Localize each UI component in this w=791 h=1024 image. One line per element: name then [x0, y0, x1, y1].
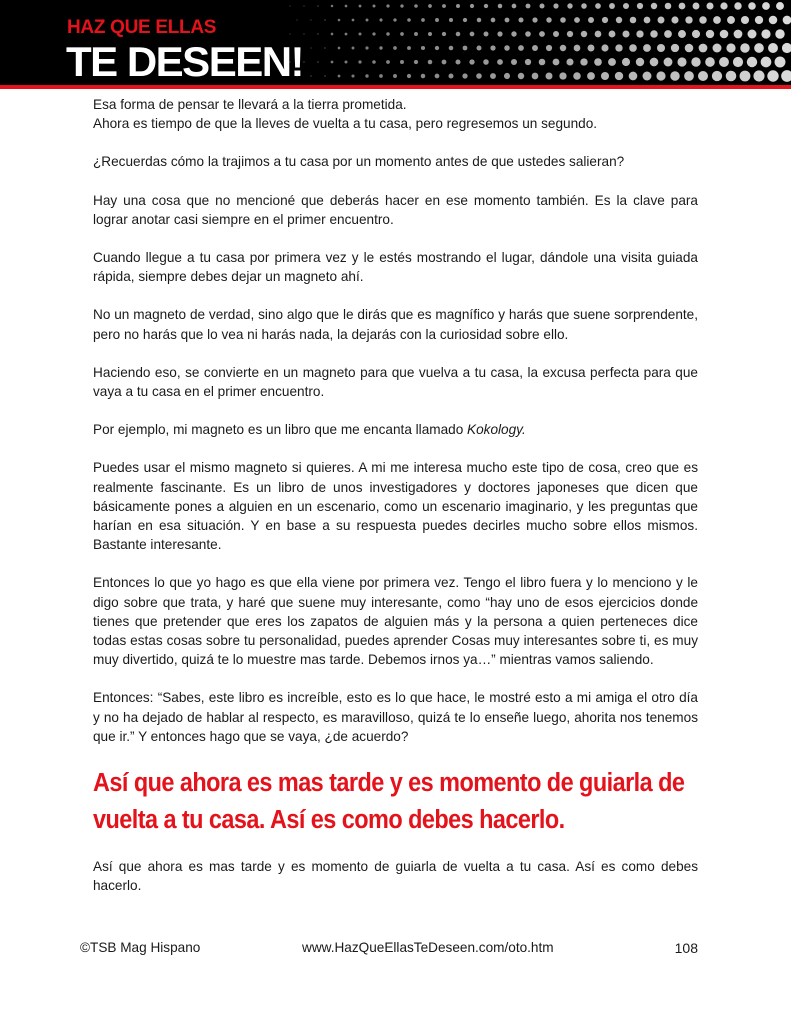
- halftone-dot: [498, 4, 503, 9]
- page-footer: [80, 940, 698, 960]
- halftone-dot: [352, 47, 355, 50]
- halftone-dot: [747, 29, 756, 38]
- paragraph-8: Puedes usar el mismo magneto si quieres. A mi me interesa mucho este tipo de cosa, creo que es realmente fascinante. Es un libro de unos investigadores y doctores japoneses que dicen que básicamente pones a alguien en un escenario, como un escenario imaginario, y les preguntas que harían en esa situación. Y en base a su respuesta puedes decirles mucho sobre ellos mismos. Bastante interesante.: [93, 460, 698, 553]
- halftone-dot: [594, 58, 602, 66]
- halftone-dot: [615, 44, 622, 51]
- halftone-dot: [400, 4, 403, 7]
- halftone-dot: [616, 17, 622, 23]
- halftone-dot: [650, 58, 659, 67]
- section-heading: Así que ahora es mas tarde y es momento de guiarla de vuelta a tu casa. Así es como debes hacerlo.: [93, 769, 685, 835]
- halftone-dot: [303, 61, 304, 62]
- halftone-dot: [435, 18, 439, 22]
- halftone-dot: [455, 59, 460, 64]
- halftone-dot: [297, 20, 298, 21]
- halftone-dot: [386, 32, 389, 35]
- halftone-dot: [747, 57, 757, 67]
- halftone-dot: [518, 45, 524, 51]
- halftone-dot: [400, 32, 404, 36]
- paragraph-2: ¿Recuerdas cómo la trajimos a tu casa por un momento antes de que ustedes salieran?: [93, 154, 625, 170]
- halftone-dot: [595, 31, 602, 38]
- halftone-dot: [581, 31, 587, 37]
- halftone-dot: [560, 17, 566, 23]
- halftone-dot: [566, 58, 573, 65]
- halftone-dot: [414, 4, 418, 8]
- footer-url: www.HazQueEllasTeDeseen.com/oto.htm: [302, 940, 554, 955]
- halftone-dot: [719, 57, 729, 67]
- halftone-dot: [650, 30, 658, 38]
- halftone-dot: [580, 58, 587, 65]
- halftone-dot: [622, 30, 629, 37]
- halftone-dot: [567, 3, 572, 8]
- halftone-dot: [393, 18, 396, 21]
- page-body: [93, 95, 698, 914]
- halftone-dot: [324, 19, 325, 20]
- halftone-dot: [331, 5, 334, 8]
- halftone-dot: [442, 60, 447, 65]
- halftone-dot: [601, 72, 609, 80]
- halftone-dot: [421, 74, 425, 78]
- halftone-dot: [421, 18, 425, 22]
- halftone-dot: [532, 45, 538, 51]
- halftone-dot: [754, 43, 764, 53]
- halftone-dot: [483, 59, 489, 65]
- halftone-dot: [372, 32, 375, 35]
- paragraph-7: [93, 420, 698, 439]
- halftone-dot: [740, 71, 751, 82]
- halftone-dot: [546, 45, 552, 51]
- halftone-dot: [644, 17, 651, 24]
- halftone-dot: [712, 43, 721, 52]
- halftone-dot: [601, 44, 608, 51]
- halftone-dot: [365, 74, 368, 77]
- halftone-dot: [560, 45, 566, 51]
- halftone-dot: [574, 45, 581, 52]
- halftone-dot: [630, 17, 637, 24]
- halftone-dot: [359, 5, 362, 8]
- halftone-dot: [734, 30, 743, 39]
- halftone-dot: [539, 31, 545, 37]
- halftone-dot: [407, 74, 411, 78]
- halftone-dot: [727, 16, 735, 24]
- halftone-dot: [470, 32, 475, 37]
- halftone-dot: [469, 59, 474, 64]
- paragraph-6: Haciendo eso, se convierte en un magneto para que vuelva a tu casa, la excusa perfecta para que vaya a tu casa en el primer encuentro.: [93, 364, 698, 400]
- halftone-dot: [526, 4, 531, 9]
- halftone-dot: [664, 58, 673, 67]
- book-title: Kokology.: [467, 422, 526, 438]
- halftone-dot: [366, 19, 369, 22]
- halftone-dot: [706, 30, 714, 38]
- halftone-dot: [636, 30, 643, 37]
- halftone-dot: [511, 31, 516, 36]
- halftone-dot: [379, 46, 382, 49]
- halftone-dot: [670, 71, 679, 80]
- halftone-dot: [776, 2, 784, 10]
- halftone-dot: [573, 72, 581, 80]
- halftone-dot: [581, 3, 587, 9]
- halftone-dot: [539, 59, 546, 66]
- halftone-dot: [762, 2, 770, 10]
- halftone-dot: [553, 59, 560, 66]
- halftone-dot: [781, 70, 791, 82]
- halftone-dot: [664, 30, 672, 38]
- halftone-dot: [546, 17, 551, 22]
- halftone-dot: [769, 16, 777, 24]
- halftone-dot: [636, 58, 644, 66]
- halftone-dot: [755, 16, 763, 24]
- halftone-dot: [449, 18, 453, 22]
- paragraph-11: Así que ahora es mas tarde y es momento de guiarla de vuelta a tu casa. Así es como debes hacerlo.: [93, 859, 698, 894]
- halftone-dot: [691, 57, 700, 66]
- halftone-dot: [678, 30, 686, 38]
- halftone-dot: [684, 71, 694, 81]
- halftone-dot: [761, 57, 772, 68]
- brand-title-top: HAZ QUE ELLAS: [67, 17, 217, 38]
- halftone-dot: [587, 72, 595, 80]
- halftone-dot: [324, 75, 325, 76]
- halftone-dot: [518, 73, 524, 79]
- halftone-dot: [505, 18, 510, 23]
- halftone-dot: [317, 5, 318, 6]
- paragraph-4: Cuando llegue a tu casa por primera vez y le estés mostrando el lugar, dándole una visita guiada rápida, siempre debes dejar un magneto ahí.: [93, 250, 698, 285]
- halftone-dot: [358, 60, 361, 63]
- halftone-dot: [699, 16, 707, 24]
- halftone-dot: [609, 3, 615, 9]
- halftone-dot: [400, 60, 404, 64]
- halftone-dot: [372, 4, 375, 7]
- halftone-dot: [428, 60, 433, 65]
- halftone-dot: [476, 45, 481, 50]
- halftone-dot: [567, 31, 573, 37]
- paragraph-9: Entonces lo que yo hago es que ella viene por primera vez. Tengo el libro fuera y lo menciono y le digo sobre que trata, y haré que suene muy interesante, como “hay uno de esos ejercicios donde tienes que pretender que eres los zapatos de alguien más y la persona a quien perteneces dice todas estas cosas sobre tu personalidad, puedes aprender Cosas muy interesantes sobre ti, es muy muy divertido, quizá te lo muestre mas tarde. Debemos irnos ya…” mientras vamos saliendo.: [93, 575, 698, 668]
- halftone-dot: [539, 3, 544, 8]
- halftone-dot: [497, 59, 503, 65]
- header-red-rule: [0, 85, 791, 89]
- halftone-dot: [657, 44, 665, 52]
- halftone-dot: [623, 3, 629, 9]
- halftone-dot: [671, 44, 679, 52]
- halftone-dot: [435, 74, 440, 79]
- halftone-dot: [748, 2, 756, 10]
- halftone-dot: [407, 46, 411, 50]
- halftone-dot: [310, 47, 311, 48]
- halftone-dot: [692, 30, 700, 38]
- halftone-dot: [511, 59, 517, 65]
- halftone-dot: [442, 4, 446, 8]
- halftone-dot: [345, 33, 348, 36]
- halftone-dot: [386, 4, 389, 7]
- page-number: 108: [674, 940, 698, 956]
- halftone-dot: [379, 18, 382, 21]
- halftone-dot: [734, 2, 741, 9]
- halftone-dot: [497, 31, 502, 36]
- halftone-dot: [317, 33, 318, 34]
- halftone-dot: [456, 32, 461, 37]
- halftone-dot: [435, 46, 439, 50]
- halftone-dot: [448, 73, 453, 78]
- halftone-dot: [393, 46, 397, 50]
- halftone-dot: [421, 46, 425, 50]
- halftone-dot: [491, 18, 496, 23]
- halftone-dot: [726, 43, 735, 52]
- halftone-dot: [407, 18, 411, 22]
- halftone-dot: [658, 17, 665, 24]
- halftone-dot: [518, 17, 523, 22]
- paragraph-5: No un magneto de verdad, sino algo que le dirás que es magnífico y harás que suene sorprendente, pero no harás que lo vea ni harás nada, la dejarás con la curiosidad sobre ello.: [93, 307, 698, 342]
- footer-copyright: ©TSB Mag Hispano: [80, 940, 201, 955]
- halftone-dot: [462, 73, 467, 78]
- halftone-dot: [775, 57, 786, 68]
- halftone-dot: [615, 72, 623, 80]
- halftone-dot: [352, 19, 355, 22]
- halftone-dot: [720, 30, 729, 39]
- halftone-dot: [622, 58, 630, 66]
- paragraph-1: [93, 95, 698, 133]
- halftone-dot: [324, 47, 325, 48]
- halftone-dot: [553, 31, 559, 37]
- halftone-dot: [463, 18, 467, 22]
- halftone-dot: [643, 44, 651, 52]
- halftone-dot: [629, 72, 638, 81]
- halftone-dot: [608, 58, 616, 66]
- halftone-dot: [693, 3, 700, 10]
- halftone-dot: [386, 60, 390, 64]
- halftone-dot: [726, 71, 737, 82]
- halftone-dot: [609, 31, 616, 38]
- halftone-dot: [484, 4, 488, 8]
- halftone-dot: [651, 3, 657, 9]
- halftone-dot: [490, 45, 495, 50]
- halftone-dot: [504, 73, 510, 79]
- halftone-dot: [365, 46, 368, 49]
- halftone-dot: [428, 4, 432, 8]
- halftone-dot: [753, 70, 764, 81]
- halftone-dot: [331, 33, 334, 36]
- halftone-dot: [740, 43, 749, 52]
- halftone-dot: [331, 61, 334, 64]
- halftone-dot: [484, 32, 489, 37]
- halftone-dot: [685, 16, 692, 23]
- halftone-dot: [532, 73, 539, 80]
- halftone-dot: [303, 33, 304, 34]
- halftone-dot: [588, 45, 595, 52]
- halftone-dot: [698, 71, 708, 81]
- paragraph-3: Hay una cosa que no mencioné que deberás hacer en ese momento también. Es la clave para lograr anotar casi siempre en el primer encuentro.: [93, 192, 698, 227]
- halftone-dot: [290, 6, 291, 7]
- halftone-dot: [574, 17, 580, 23]
- paragraph-1-line-2: Ahora es tiempo de que la lleves de vuelta a tu casa, pero regresemos un segundo.: [93, 116, 598, 132]
- halftone-dot: [588, 17, 594, 23]
- halftone-dot: [393, 74, 397, 78]
- halftone-dot: [741, 16, 749, 24]
- halftone-dot: [713, 16, 721, 24]
- halftone-dot: [699, 44, 708, 53]
- halftone-dot: [512, 4, 517, 9]
- halftone-dot: [685, 44, 694, 53]
- halftone-dot: [595, 3, 601, 9]
- halftone-dot: [470, 4, 474, 8]
- halftone-dot: [338, 19, 341, 22]
- halftone-dot: [768, 43, 778, 53]
- halftone-dot: [310, 19, 311, 20]
- halftone-dot: [525, 31, 531, 37]
- halftone-dot: [706, 2, 713, 9]
- halftone-dot: [532, 17, 537, 22]
- halftone-dot: [767, 70, 778, 81]
- halftone-dot: [712, 71, 722, 81]
- halftone-dot: [761, 29, 770, 38]
- halftone-dot: [546, 73, 553, 80]
- brand-title-main: TE DESEEN!: [66, 38, 304, 85]
- halftone-dot: [338, 47, 341, 50]
- paragraph-10: Entonces: “Sabes, este libro es increíble, esto es lo que hace, le mostré esto a mi amiga el otro día y no ha dejado de hablar al respecto, es maravilloso, quizá te lo enseñe luego, ahorita nos tenemos que ir.” Y entonces hago que se vaya, ¿de acuerdo?: [93, 690, 698, 744]
- halftone-dot: [379, 74, 383, 78]
- halftone-dot: [428, 32, 432, 36]
- halftone-dot: [783, 16, 791, 25]
- halftone-dot: [679, 3, 686, 10]
- halftone-dot: [525, 59, 531, 65]
- halftone-dot: [720, 2, 727, 9]
- halftone-dot: [665, 3, 672, 10]
- halftone-dot: [490, 73, 496, 79]
- halftone-dot: [351, 74, 354, 77]
- halftone-dot: [414, 32, 418, 36]
- halftone-dot: [463, 46, 468, 51]
- halftone-dot: [559, 72, 566, 79]
- halftone-dot: [705, 57, 715, 67]
- halftone-dot: [442, 32, 446, 36]
- halftone-dot: [677, 57, 686, 66]
- halftone-dot: [358, 32, 361, 35]
- halftone-dot: [290, 34, 291, 35]
- paragraph-7-text: Por ejemplo, mi magneto es un libro que me encanta llamado: [93, 422, 468, 438]
- halftone-dot: [414, 60, 418, 64]
- halftone-dot: [553, 3, 558, 8]
- halftone-dot: [338, 75, 341, 78]
- halftone-dot: [602, 17, 608, 23]
- halftone-dot: [456, 4, 460, 8]
- halftone-dot: [733, 57, 743, 67]
- halftone-dot: [637, 3, 643, 9]
- halftone-dot: [372, 60, 376, 64]
- page-header: [0, 0, 791, 85]
- halftone-dot: [782, 43, 791, 53]
- halftone-dot: [477, 18, 481, 22]
- halftone-dot: [656, 71, 665, 80]
- halftone-dot: [629, 44, 637, 52]
- paragraph-1-line-1: Esa forma de pensar te llevará a la tierra prometida.: [93, 97, 407, 112]
- halftone-dot: [775, 29, 784, 38]
- halftone-dot: [643, 72, 652, 81]
- halftone-dot: [345, 5, 348, 8]
- halftone-dot: [504, 45, 510, 51]
- halftone-dot: [303, 5, 304, 6]
- halftone-dot: [449, 46, 454, 51]
- halftone-dot: [344, 60, 347, 63]
- halftone-dot: [317, 61, 318, 62]
- halftone-dot: [476, 73, 482, 79]
- halftone-dot: [310, 75, 311, 76]
- halftone-dot: [671, 16, 678, 23]
